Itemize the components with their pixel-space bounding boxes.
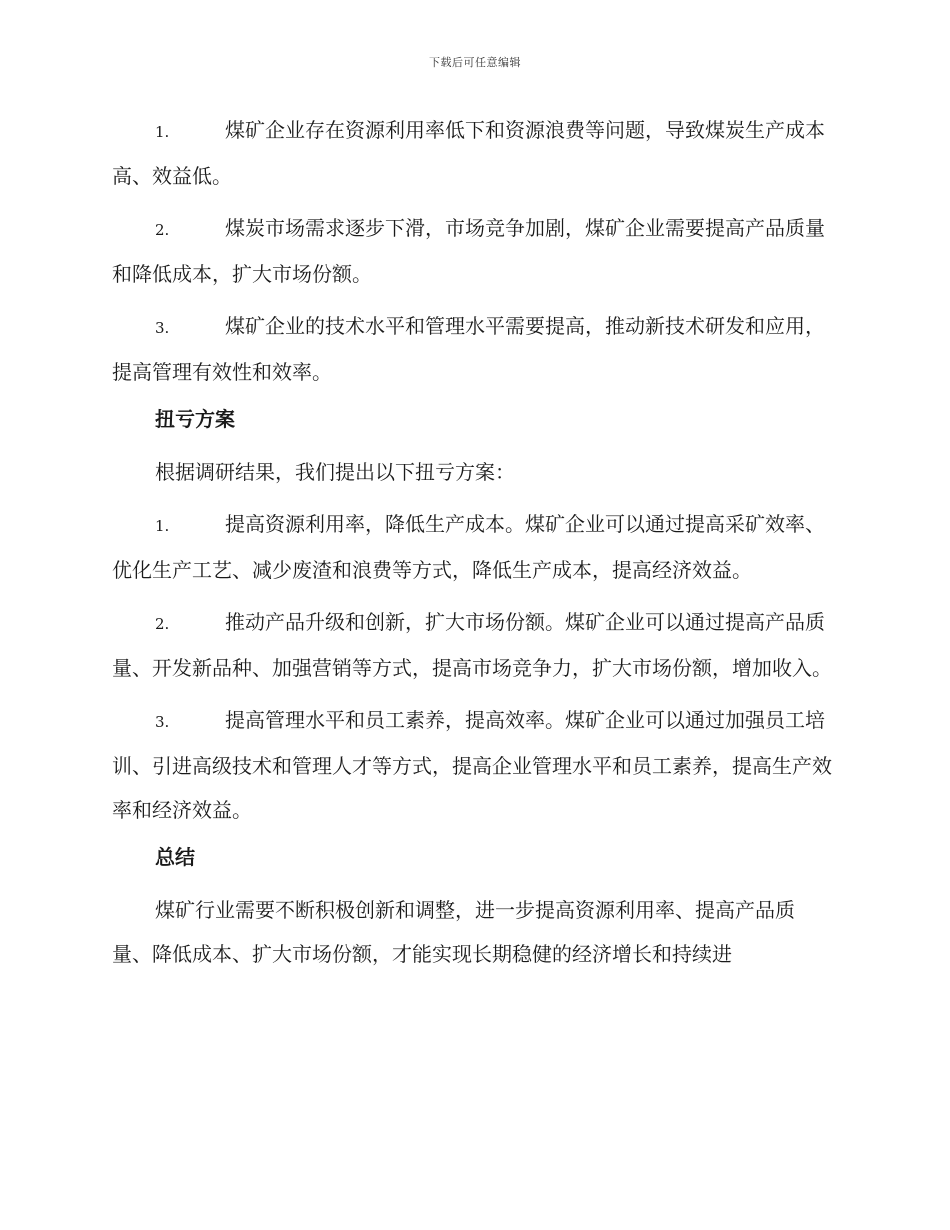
header-note: 下载后可任意编辑 xyxy=(429,56,521,69)
plan-item-3 xyxy=(112,698,832,832)
document-body xyxy=(112,108,832,984)
item-text: 煤炭市场需求逐步下滑，市场竞争加剧，煤矿企业需要提高产品质量和降低成本，扩大市场份额。 xyxy=(112,216,825,286)
section-title-summary: 总结 xyxy=(155,845,195,869)
problem-item-1 xyxy=(112,108,832,198)
problem-item-3 xyxy=(112,304,832,394)
item-number: 3. xyxy=(155,319,170,337)
plan-item-2 xyxy=(112,600,832,690)
plan-intro: 根据调研结果，我们提出以下扭亏方案： xyxy=(155,460,515,484)
item-number: 1. xyxy=(155,123,170,141)
item-text: 提高资源利用率，降低生产成本。煤矿企业可以通过提高采矿效率、优化生产工艺、减少废渣和浪费等方式，降低生产成本，提高经济效益。 xyxy=(112,512,825,582)
section-title-plan: 扭亏方案 xyxy=(155,407,235,431)
problem-item-2 xyxy=(112,206,832,296)
item-text: 推动产品升级和创新，扩大市场份额。煤矿企业可以通过提高产品质量、开发新品种、加强营销等方式，提高市场竞争力，扩大市场份额，增加收入。 xyxy=(112,610,832,680)
plan-item-1 xyxy=(112,502,832,592)
item-text: 煤矿企业存在资源利用率低下和资源浪费等问题，导致煤炭生产成本高、效益低。 xyxy=(112,118,825,188)
item-text: 提高管理水平和员工素养，提高效率。煤矿企业可以通过加强员工培训、引进高级技术和管理人才等方式，提高企业管理水平和员工素养，提高生产效率和经济效益。 xyxy=(112,708,832,822)
item-number: 2. xyxy=(155,221,170,239)
item-number: 1. xyxy=(155,517,170,535)
item-number: 3. xyxy=(155,713,170,731)
item-text: 煤矿企业的技术水平和管理水平需要提高，推动新技术研发和应用，提高管理有效性和效率。 xyxy=(112,314,825,384)
item-number: 2. xyxy=(155,615,170,633)
summary-text: 煤矿行业需要不断积极创新和调整，进一步提高资源利用率、提高产品质量、降低成本、扩大市场份额，才能实现长期稳健的经济增长和持续进 xyxy=(112,898,795,966)
